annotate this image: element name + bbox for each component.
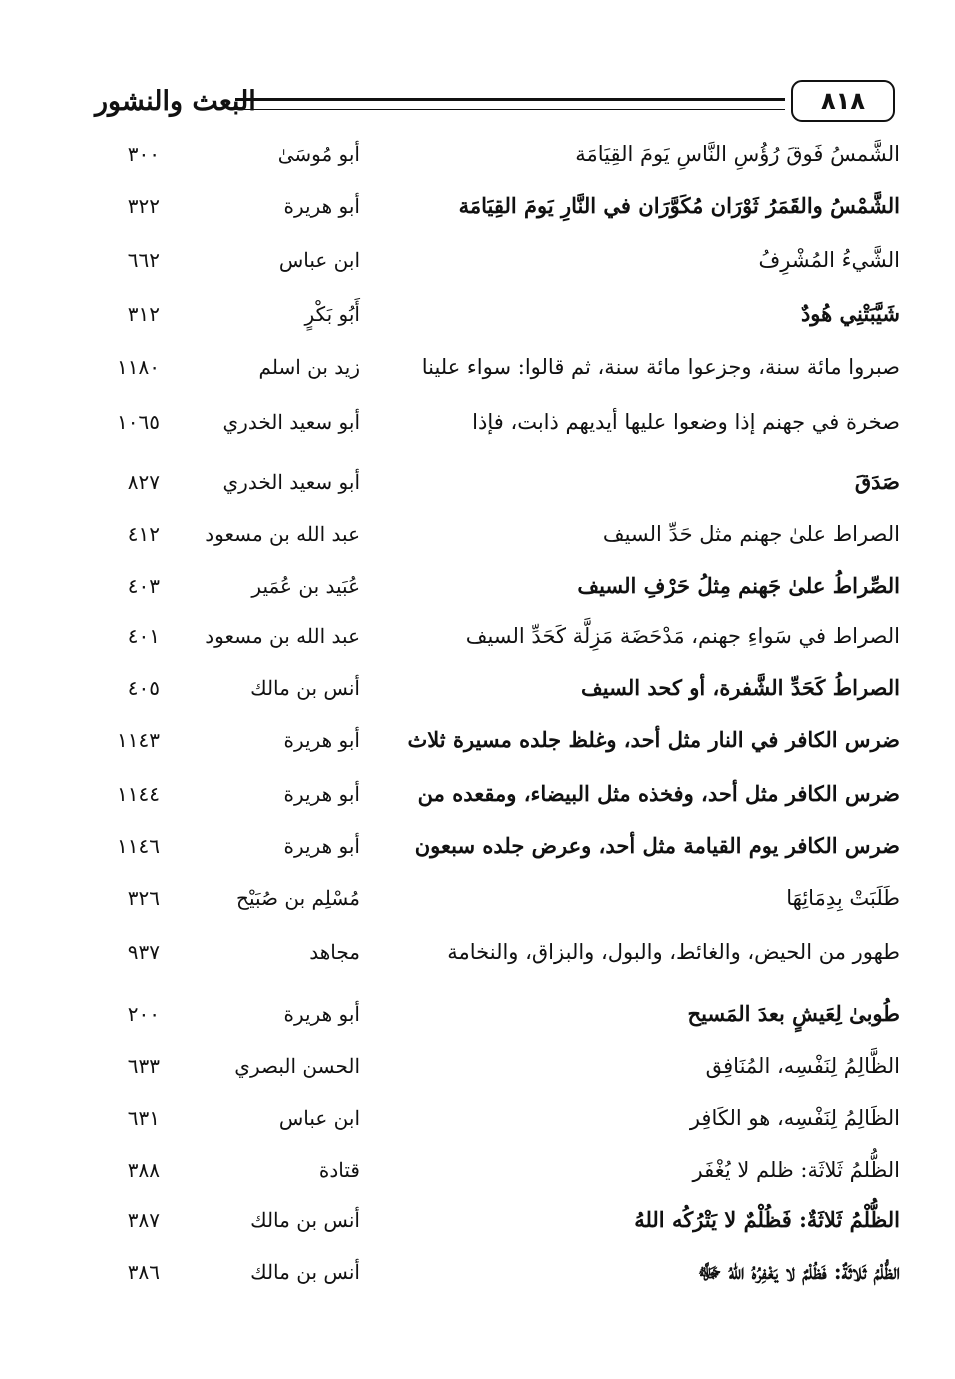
narrator-name: قتادة <box>318 1158 360 1182</box>
page-reference: ٣٠٠ <box>127 142 160 166</box>
narrator-name: أبو هريرة <box>283 834 360 858</box>
hadith-text: الظَّالِمُ لِنَفْسِه، المُنَافِق <box>705 1054 900 1078</box>
page-reference: ١١٤٣ <box>117 728 160 752</box>
hadith-text: الظُّلمُ ثَلاثَة: ظلم لا يُغْفَر <box>692 1158 900 1182</box>
index-row <box>60 510 900 558</box>
page-reference: ٤٠٥ <box>127 676 160 700</box>
page-reference: ١١٨٠ <box>117 355 160 379</box>
hadith-text: صَدَقَ <box>854 469 900 494</box>
hadith-text: ضرس الكافر مثل أحد، وفخذه مثل البيضاء، ومقعده من <box>417 781 900 806</box>
page-reference: ١١٤٦ <box>117 834 160 858</box>
index-row <box>60 130 900 178</box>
hadith-text: صخرة في جهنم إذا وضعوا عليها أيديهم ذابت، فإذا <box>472 410 900 434</box>
hadith-text: طهور من الحيض، والغائط، والبول، والبزاق، والنخامة <box>447 940 900 964</box>
narrator-name: أنس بن مالك <box>250 1208 360 1232</box>
narrator-name: الحسن البصري <box>234 1054 360 1078</box>
narrator-name: أَبُو بَكْرٍ <box>304 302 360 326</box>
index-row <box>60 398 900 446</box>
page-reference: ٣٨٨ <box>127 1158 160 1182</box>
index-row <box>60 1146 900 1194</box>
index-row <box>60 458 900 506</box>
index-row <box>60 236 900 284</box>
hadith-text: الشَّمْسُ والقَمَرُ ثَوْرَان مُكَوَّرَان في النَّارِ يَومَ القِيَامَة <box>458 193 900 218</box>
index-row <box>60 664 900 712</box>
hadith-text: ضرس الكافر يوم القيامة مثل أحد، وعرض جلده سبعون <box>414 833 900 858</box>
hadith-text: ضرس الكافر في النار مثل أحد، وغلظ جلده مسيرة ثلاث <box>407 727 900 752</box>
index-row <box>60 770 900 818</box>
index-row <box>60 874 900 922</box>
page-reference: ٤١٢ <box>127 522 160 546</box>
page-reference: ٢٠٠ <box>127 1002 160 1026</box>
index-row <box>60 990 900 1038</box>
page-reference: ٤٠٣ <box>127 574 160 598</box>
hadith-text: الصِّراطُ علىٰ جَهنم مِثلُ حَرْفِ السيف <box>577 573 900 598</box>
narrator-name: أبو هريرة <box>283 194 360 218</box>
hadith-text: صبروا مائة سنة، وجزعوا مائة سنة، ثم قالوا: سواء علينا <box>421 355 900 379</box>
page-header <box>95 78 895 128</box>
page-reference: ٨٢٧ <box>127 470 160 494</box>
index-row <box>60 928 900 976</box>
index-row <box>60 612 900 660</box>
narrator-name: أبو سعيد الخدري <box>222 410 360 434</box>
index-row <box>60 562 900 610</box>
page-number: ٨١٨ <box>791 80 895 122</box>
narrator-name: أبو هريرة <box>283 728 360 752</box>
index-row <box>60 1196 900 1244</box>
header-rule <box>235 98 785 110</box>
hadith-text: الصراط علىٰ جهنم مثل حَدِّ السيف <box>602 522 900 546</box>
page-reference: ٦٦٢ <box>127 248 160 272</box>
narrator-name: أبو هريرة <box>283 1002 360 1026</box>
page-reference: ٣١٢ <box>127 302 160 326</box>
page-reference: ٤٠١ <box>127 624 160 648</box>
hadith-text: الصراطُ كَحَدِّ الشَّفرة، أو كحد السيف <box>581 675 900 700</box>
narrator-name: أبو هريرة <box>283 782 360 806</box>
page-reference: ٣٢٦ <box>127 886 160 910</box>
hadith-text: الظُّلْمُ ثَلاثَةٌ: فَظُلْمٌ لا يَتْرُكُه اللهُ <box>634 1207 900 1232</box>
index-row <box>60 182 900 230</box>
page-reference: ٦٣١ <box>127 1106 160 1130</box>
page-reference: ١٠٦٥ <box>117 410 160 434</box>
narrator-name: زيد بن اسلم <box>258 355 360 379</box>
index-row <box>60 1094 900 1142</box>
hadith-text: الظُّلْمُ ثَلاثَةٌ: فَظُلْمٌ لا يَغْفِرُهُ اللهُ ﷻ <box>697 1259 900 1284</box>
index-row <box>60 1042 900 1090</box>
narrator-name: أنس بن مالك <box>250 676 360 700</box>
page-reference: ٣٨٧ <box>127 1208 160 1232</box>
hadith-text: الصراط في سَواءِ جهنم، مَدْحَضَة مَزِلَّة كَحَدِّ السيف <box>465 624 900 648</box>
hadith-text: طُوبىٰ لِعَيشٍ بعدَ المَسيح <box>687 1001 900 1026</box>
index-row <box>60 290 900 338</box>
narrator-name: أنس بن مالك <box>250 1260 360 1284</box>
narrator-name: عبد الله بن مسعود <box>205 624 360 648</box>
hadith-text: الشَّيءُ المُشْرِفُ <box>758 248 900 272</box>
page-reference: ٣٢٢ <box>127 194 160 218</box>
page-reference: ١١٤٤ <box>117 782 160 806</box>
narrator-name: ابن عباس <box>278 248 360 272</box>
narrator-name: عبد الله بن مسعود <box>205 522 360 546</box>
index-row <box>60 1248 900 1296</box>
narrator-name: عُبَيد بن عُمَير <box>251 574 360 598</box>
hadith-text: شَيَّبَتْنِي هُودٌ <box>800 301 900 326</box>
page-reference: ٦٣٣ <box>127 1054 160 1078</box>
narrator-name: أبو سعيد الخدري <box>222 470 360 494</box>
narrator-name: مجاهد <box>309 940 360 964</box>
hadith-text: طَلَبَتْ بِدِمَائِهَا <box>786 886 900 910</box>
index-row <box>60 716 900 764</box>
hadith-text: الظَالِمُ لِنَفْسِه، هو الكَافِر <box>689 1106 900 1130</box>
page-reference: ٩٣٧ <box>127 940 160 964</box>
narrator-name: مُسْلِم بن صُبَيْح <box>236 886 360 910</box>
narrator-name: أبو مُوسَىٰ <box>277 142 360 166</box>
running-title: البعث والنشور <box>95 86 256 117</box>
narrator-name: ابن عباس <box>278 1106 360 1130</box>
page-reference: ٣٨٦ <box>127 1260 160 1284</box>
hadith-text: الشَّمسُ فَوقَ رُؤُسِ النَّاسِ يَومَ القِيَامَة <box>575 142 900 166</box>
index-row <box>60 343 900 391</box>
index-row <box>60 822 900 870</box>
